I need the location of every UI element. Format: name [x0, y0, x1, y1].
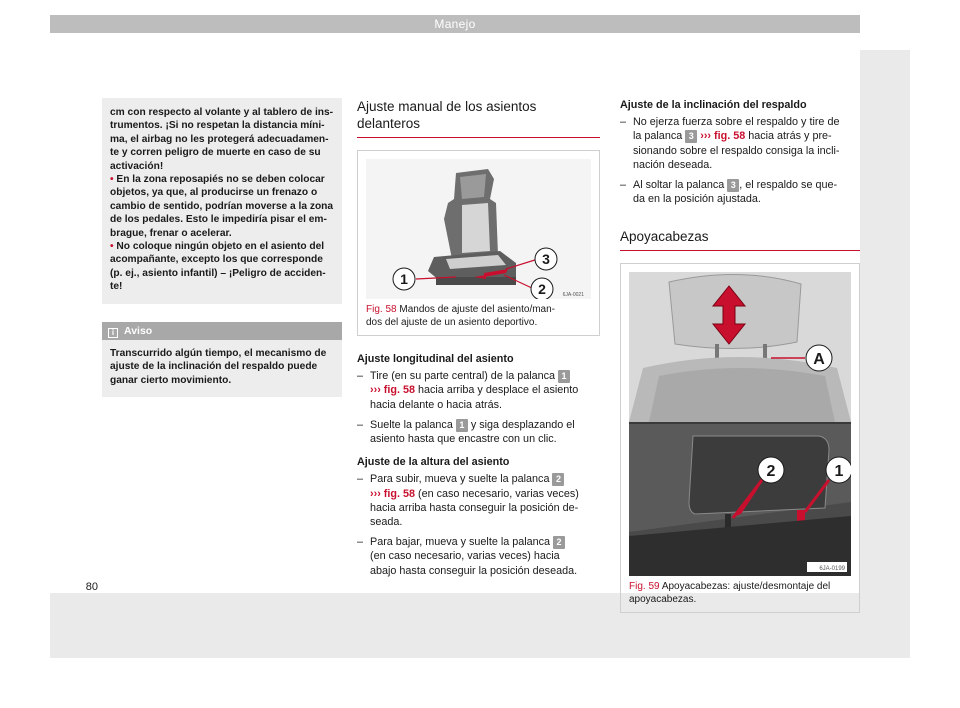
warning-line: cambio de sentido, podrían moverse a la zona [110, 200, 334, 212]
middle-column [357, 98, 600, 578]
subheading: Ajuste longitudinal del asiento [357, 353, 514, 365]
headrest-drawing [629, 272, 851, 576]
warning-line: activación! [110, 160, 164, 172]
recline-section [620, 98, 860, 206]
subheading: Ajuste de la altura del asiento [357, 456, 510, 469]
callout-2: 2 [766, 463, 776, 481]
notice-line: ganar cierto movimiento. [110, 374, 232, 386]
lever-2-badge: 2 [553, 536, 565, 549]
figure-59-caption: Fig. 59 Apoyacabezas: ajuste/desmontaje del apoyacabezas. [629, 581, 831, 605]
warning-line: de los pedales. Esto le impediría pisar el em- [110, 214, 327, 226]
warning-line: brague, frenar o acelerar. [110, 227, 232, 239]
left-column [102, 98, 342, 397]
lever-1-badge: 1 [558, 370, 570, 383]
page-number: 80 [85, 581, 98, 593]
warning-line: trumentos. ¡Si no respetan la distancia míni- [110, 120, 325, 132]
warning-line: cm con respecto al volante y al tablero de ins- [110, 107, 334, 118]
section-title-headrest: Apoyacabezas [620, 228, 860, 251]
notice-header [102, 322, 342, 340]
lever-1-badge: 1 [456, 419, 468, 432]
notice-box [102, 322, 342, 397]
warning-line: objetos, ya que, al producirse un frenazo o [110, 187, 318, 199]
callout-1: 1 [834, 463, 844, 481]
figure-58 [357, 150, 600, 336]
right-column [620, 98, 860, 613]
warning-line: (p. ej., asiento infantil) – ¡Peligro de acciden- [110, 267, 326, 279]
figure-link[interactable]: ››› fig. 58 [370, 487, 415, 500]
warning-line: te! [110, 281, 123, 293]
figure-58-caption: Fig. 58 Mandos de ajuste del asiento/man- dos del ajuste de un asiento deportivo. [366, 304, 556, 328]
callout-3: 3 [542, 251, 550, 267]
step: – Tire (en su parte central) de la palanca 1 ››› fig. 58 hacia arriba y desplace el asiento hacia delante o hacia atrás. [357, 370, 579, 411]
subheading: Ajuste de la inclinación del respaldo [620, 99, 807, 111]
warning-box [102, 98, 342, 304]
figure-link[interactable]: ››› fig. 58 [700, 130, 746, 143]
seat-illustration [366, 159, 591, 299]
callout-2: 2 [538, 281, 546, 297]
step: – Al soltar la palanca 3 , el respaldo se que- da en la posición ajustada. [620, 179, 838, 206]
warning-line: acompañante, excepto los que corresponde [110, 254, 323, 266]
bullet-icon: • [110, 174, 114, 186]
step: – Suelte la palanca 1 y siga desplazando el asiento hasta que encastre con un clic. [357, 418, 575, 446]
section-title-seats: Ajuste manual de los asientos delanteros [357, 98, 600, 138]
section-header: Manejo [50, 15, 860, 33]
warning-bullet-1: • En la zona reposapiés no se deben colocar [110, 174, 325, 186]
figure-code: 6JA-0021 [562, 292, 584, 298]
figure-code: 6JA-0199 [819, 566, 845, 573]
figure-59 [620, 263, 860, 613]
lever-3-badge: 3 [727, 179, 739, 192]
warning-bullet-2: • No coloque ningún objeto en el asiento del [110, 241, 325, 253]
notice-line: ajuste de la inclinación del respaldo puede [110, 361, 318, 373]
bullet-icon: • [110, 241, 114, 253]
warning-line: te y corren peligro de muerte en caso de su [110, 147, 321, 159]
step: – Para subir, mueva y suelte la palanca 2 ››› fig. 58 (en caso necesario, varias veces) hacia arriba hasta conseguir la posición de- seada. [357, 473, 579, 529]
callout-1: 1 [400, 271, 408, 287]
step: – Para bajar, mueva y suelte la palanca 2 (en caso necesario, varias veces) hacia abajo hasta conseguir la posición deseada. [357, 536, 578, 577]
step: – No ejerza fuerza sobre el respaldo y tire de la palanca 3 ››› fig. 58 hacia atrás y pre- sionando sobre el respaldo consiga la incli- nación deseada. [620, 116, 840, 171]
lever-2-badge: 2 [552, 473, 564, 486]
headrest-illustration [629, 272, 851, 576]
warning-line: ma, el airbag no les protegerá adecuadamen- [110, 133, 329, 145]
notice-title: Aviso [124, 324, 153, 337]
lever-3-badge: 3 [685, 130, 697, 143]
notice-line: Transcurrido algún tiempo, el mecanismo de [110, 347, 327, 359]
seat-drawing [366, 159, 591, 299]
figure-link[interactable]: ››› fig. 58 [370, 384, 415, 397]
longitudinal-section [357, 352, 600, 578]
info-icon: i [108, 328, 118, 338]
callout-a: A [813, 351, 825, 369]
notice-body [102, 340, 342, 397]
